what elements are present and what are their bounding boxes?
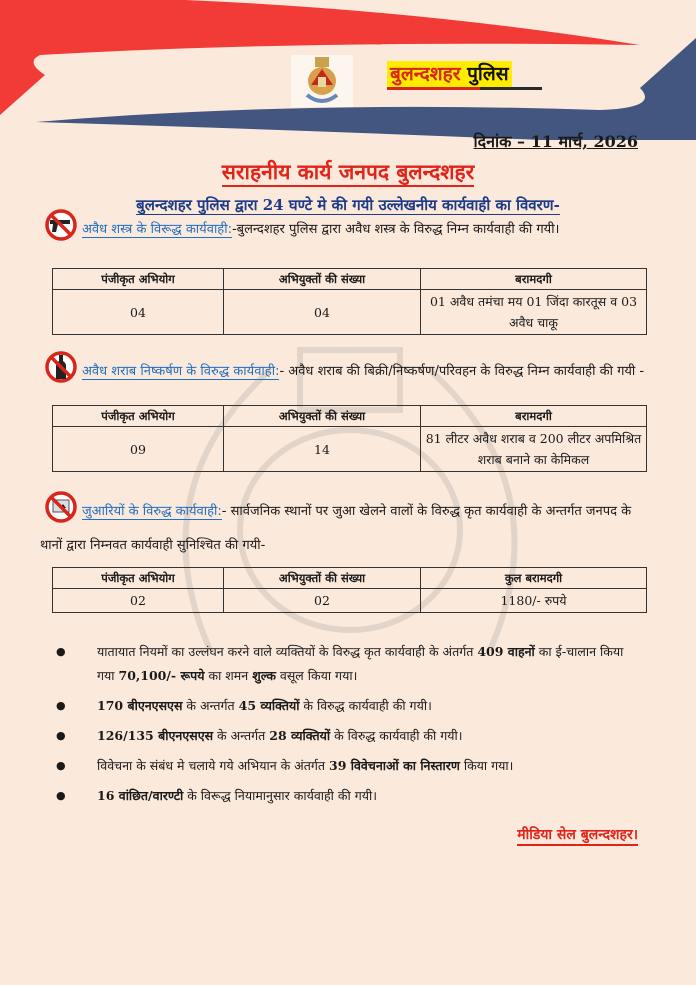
text: के अन्तर्गत bbox=[213, 728, 270, 743]
up-police-emblem-logo bbox=[291, 55, 353, 107]
header-accused: अभियुक्तों की संख्या bbox=[224, 406, 421, 427]
brand-title bbox=[387, 61, 512, 87]
header-recovery: बरामदगी bbox=[421, 406, 647, 427]
bold-text: 39 विवेचनाओं का निस्तारण bbox=[329, 758, 460, 773]
table-header-row bbox=[53, 568, 647, 589]
liquor-table bbox=[52, 405, 647, 472]
table-header-row bbox=[53, 406, 647, 427]
bold-text: 16 वांछित/वारण्टी bbox=[97, 788, 184, 803]
table-header-row bbox=[53, 269, 647, 290]
table-row bbox=[53, 589, 647, 613]
text: का शमन bbox=[204, 668, 253, 683]
cell-recovery: 1180/- रुपये bbox=[421, 589, 647, 613]
table-row bbox=[53, 290, 647, 335]
arms-table bbox=[52, 268, 647, 335]
text: के विरुद्ध कार्यवाही की गयी। bbox=[330, 728, 463, 743]
report-date: दिनांक – 11 मार्च, 2026 bbox=[473, 132, 638, 151]
brand-city: बुलन्दशहर bbox=[390, 63, 461, 85]
section-heading: अवैध शस्त्र के विरूद्ध कार्यवाही: bbox=[82, 222, 232, 237]
bold-text: 28 व्यक्तियों bbox=[269, 728, 331, 743]
text: के विरुद्ध कार्यवाही की गयी। bbox=[299, 698, 432, 713]
action-summary-list bbox=[52, 640, 642, 814]
text: के अन्तर्गत bbox=[182, 698, 239, 713]
bold-text: 170 बीएनएसएस bbox=[97, 698, 183, 713]
cell-recovery: 01 अवैध तमंचा मय 01 जिंदा कारतूस व 03 अवैध चाकू bbox=[421, 290, 647, 335]
text: विवेचना के संबंध मे चलाये गये अभियान के अंतर्गत bbox=[97, 758, 329, 773]
cell-accused: 02 bbox=[224, 589, 421, 613]
no-gambling-icon bbox=[40, 490, 82, 533]
list-item bbox=[52, 754, 642, 778]
cell-cases: 04 bbox=[53, 290, 224, 335]
page-subtitle: बुलन्दशहर पुलिस द्वारा 24 घण्टे मे की गयी उल्लेखनीय कार्यवाही का विवरण- bbox=[136, 196, 560, 214]
section-text: -बुलन्दशहर पुलिस द्वारा अवैध शस्त्र के विरुद्ध निम्न कार्यवाही की गयी। bbox=[231, 222, 560, 237]
gambling-table bbox=[52, 567, 647, 613]
section-text: - सार्वजनिक स्थानों पर जुआ खेलने वालों के विरुद्ध कृत कार्यवाही के अन्तर्गत जनपद के थानों द्वारा निम्नवत कार्यवाही सुनिश्चित की गयी- bbox=[40, 504, 632, 553]
cell-accused: 04 bbox=[224, 290, 421, 335]
list-item bbox=[52, 640, 642, 688]
cell-cases: 09 bbox=[53, 427, 224, 472]
cell-cases: 02 bbox=[53, 589, 224, 613]
bold-text: 70,100/- रूपये bbox=[118, 668, 205, 683]
brand-police: पुलिस bbox=[467, 63, 509, 85]
header-recovery: बरामदगी bbox=[421, 269, 647, 290]
section-heading: जुआरियों के विरुद्ध कार्यवाही: bbox=[82, 504, 222, 519]
bold-text: शुल्क bbox=[252, 668, 276, 683]
list-item bbox=[52, 694, 642, 718]
navy-swoosh bbox=[36, 38, 696, 140]
list-item bbox=[52, 784, 642, 808]
text: किया गया। bbox=[459, 758, 514, 773]
header-accused: अभियुक्तों की संख्या bbox=[224, 568, 421, 589]
text: यातायात नियमों का उल्लंघन करने वाले व्यक्तियों के विरुद्ध कृत कार्यवाही के अंतर्गत bbox=[97, 644, 478, 659]
text: के विरूद्ध नियामानुसार कार्यवाही की गयी। bbox=[183, 788, 377, 803]
table-row bbox=[53, 427, 647, 472]
bold-text: 409 वाहनों bbox=[477, 644, 535, 659]
header-cases: पंजीकृत अभियोग bbox=[53, 568, 224, 589]
signoff-media-cell: मीडिया सेल बुलन्दशहर। bbox=[517, 825, 638, 846]
header-accused: अभियुक्तों की संख्या bbox=[224, 269, 421, 290]
section-illegal-arms bbox=[40, 208, 650, 251]
section-heading: अवैध शराब निष्कर्षण के विरुद्ध कार्यवाही: bbox=[82, 364, 280, 379]
bold-text: 126/135 बीएनएसएस bbox=[97, 728, 214, 743]
brand-underline bbox=[387, 87, 542, 90]
cell-accused: 14 bbox=[224, 427, 421, 472]
section-gambling bbox=[40, 490, 650, 558]
text: वसूल किया गया। bbox=[275, 668, 358, 683]
cell-recovery: 81 लीटर अवैध शराब व 200 लीटर अपमिश्रित शराब बनाने का केमिकल bbox=[421, 427, 647, 472]
section-text: - अवैध शराब की बिक्री/निष्कर्षण/परिवहन के विरुद्ध निम्न कार्यवाही की गयी - bbox=[279, 364, 645, 379]
bold-text: 45 व्यक्तियों bbox=[238, 698, 300, 713]
header-cases: पंजीकृत अभियोग bbox=[53, 406, 224, 427]
no-gun-icon bbox=[40, 208, 82, 251]
section-illegal-liquor bbox=[40, 350, 650, 393]
header-cases: पंजीकृत अभियोग bbox=[53, 269, 224, 290]
page-title: सराहनीय कार्य जनपद बुलन्दशहर bbox=[0, 158, 696, 186]
text: का ई-चालान किया गया bbox=[97, 644, 624, 683]
no-alcohol-icon bbox=[40, 350, 82, 393]
list-item bbox=[52, 724, 642, 748]
header-recovery: कुल बरामदगी bbox=[421, 568, 647, 589]
